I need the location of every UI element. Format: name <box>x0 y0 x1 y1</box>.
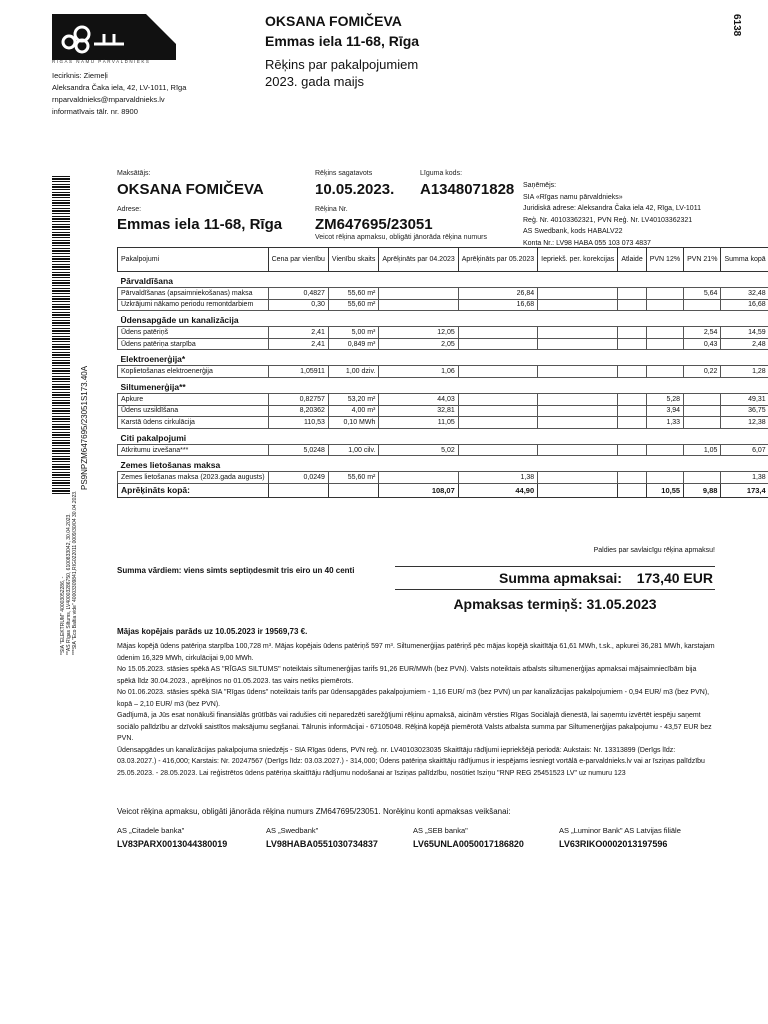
total-cell: Aprēķināts kopā: <box>118 483 269 497</box>
invoice-title: Rēķins par pakalpojumiem <box>265 57 419 72</box>
table-cell: 3,94 <box>646 405 683 417</box>
table-cell: 0,0249 <box>268 472 328 484</box>
table-cell: Karstā ūdens cirkulācija <box>118 417 269 429</box>
supplier-footnotes <box>60 491 78 655</box>
table-cell: 32,81 <box>379 405 458 417</box>
company-logo <box>52 14 176 60</box>
sum-in-words: Summa vārdiem: viens simts septiņdesmit tris eiro un 40 centi <box>117 566 355 575</box>
table-cell <box>538 327 618 339</box>
table-cell <box>618 288 646 300</box>
table-cell: 44,03 <box>379 393 458 405</box>
table-cell <box>538 417 618 429</box>
table-cell: 49,31 <box>721 393 768 405</box>
table-cell <box>646 327 683 339</box>
section-title: Siltumenerģija** <box>120 381 186 392</box>
col-header: Vienību skaits <box>328 248 378 272</box>
table-cell: 2,41 <box>268 327 328 339</box>
table-row <box>118 338 768 350</box>
col-header: Aprēķināts par 05.2023 <box>458 248 537 272</box>
table-cell <box>538 366 618 378</box>
table-cell <box>458 393 537 405</box>
section-title: Pārvaldīšana <box>120 276 173 286</box>
table-cell: 55,60 m² <box>328 288 378 300</box>
table-cell: 5,64 <box>684 288 721 300</box>
col-header: PVN 21% <box>684 248 721 272</box>
bank-iban: LV63RIKO0002013197596 <box>559 839 668 849</box>
receiver-line: Konta Nr.: LV98 HABA 055 103 073 4837 <box>523 239 651 247</box>
invoice-number: ZM647695/23051 <box>315 216 433 233</box>
info-paragraph: Mājas kopējā ūdens patēriņa starpība 100,728 m³. Mājas kopējais ūdens patēriņš 597 m³. Siltumenerģijas patēriņš pēc mājas kopējā skaitītāja 61,61 MWh, t.sk., apkurei 36,281 MWh, karstajam ūdenim 16,329 MWh, cirkulācijai 9,00 MWh. <box>117 643 715 662</box>
invoice-date-label: Rēķins sagatavots <box>315 170 373 177</box>
info-paragraph: No 15.05.2023. stāsies spēkā AS "RĪGAS SILTUMS" noteiktais siltumenerģijas tarifs 91,26 EUR/MWh (bez PVN). Valsts noteiktais atbalsts siltumenerģijas apmaksai mājsaimniecībām bija spēkā līdz 30.04.2023., aprēķinos no 01.05.2023. tas vairs netiks piemērots. <box>117 666 697 685</box>
total-cell: 108,07 <box>379 483 458 497</box>
table-cell <box>538 405 618 417</box>
table-cell <box>458 417 537 429</box>
footnote: *SIA "ELEKTRUM" 40003052286, - <box>60 576 66 655</box>
sender-phone: informatīvais tālr. nr. 8900 <box>52 107 138 116</box>
table-cell <box>538 338 618 350</box>
services-table <box>117 247 768 498</box>
col-header: Atlaide <box>618 248 646 272</box>
table-cell <box>458 338 537 350</box>
table-cell <box>538 393 618 405</box>
table-cell <box>618 444 646 456</box>
table-cell <box>646 366 683 378</box>
section-header <box>118 377 768 393</box>
table-cell: 55,60 m² <box>328 299 378 311</box>
info-paragraph: No 01.06.2023. stāsies spēkā SIA "Rīgas ūdens" noteiktais tarifs par ūdensapgādes pakalpojumiem - 1,16 EUR/ m3 (bez PVN) un par kanalizācijas pakalpojumiem - 0,94 EUR/ m3 (bez PVN), kopā – 2,10 EUR/ m3 (bez PVN). <box>117 689 710 708</box>
table-total-row <box>118 483 768 497</box>
footnote: ***SIA "Eco Baltia vide" 40003309841,RIG022011 0009/30/04 30.04.2023. <box>72 490 78 655</box>
table-cell: 1,05 <box>684 444 721 456</box>
table-cell: 6,07 <box>721 444 768 456</box>
amount-due-label: Summa apmaksai: <box>499 570 622 586</box>
receiver-line: Reģ. Nr. 40103362321, PVN Reģ. Nr. LV40103362321 <box>523 216 693 224</box>
table-cell <box>458 366 537 378</box>
table-cell: Ūdens uzsildīšana <box>118 405 269 417</box>
header-address: Emmas iela 11-68, Rīga <box>265 33 420 49</box>
table-cell <box>646 444 683 456</box>
table-cell: 32,48 <box>721 288 768 300</box>
barcode-text: PS9NPZM647695/23051S173.40A <box>80 365 89 490</box>
table-cell: Pārvaldīšanas (apsaimniekošanas) maksa <box>118 288 269 300</box>
section-title: Elektroenerģija* <box>120 354 186 365</box>
footnote: **AS Rīgas Siltums, LV40003286750, 6100833042, 30.04.2023. <box>66 513 72 655</box>
table-cell: 53,20 m² <box>328 393 378 405</box>
table-row <box>118 405 768 417</box>
amount-due-box <box>395 566 715 590</box>
table-cell <box>458 327 537 339</box>
table-cell <box>538 299 618 311</box>
total-cell: 10,55 <box>646 483 683 497</box>
info-text <box>117 641 715 779</box>
table-cell <box>618 405 646 417</box>
col-header: Summa kopā <box>721 248 768 272</box>
table-cell: 5,02 <box>379 444 458 456</box>
section-title: Zemes lietošanas maksa <box>120 460 221 471</box>
table-cell: 16,68 <box>458 299 537 311</box>
bank-name: AS „Swedbank" <box>266 826 319 835</box>
thanks-note: Paldies par savlaicīgu rēķina apmaksu! <box>593 547 715 554</box>
table-cell <box>538 288 618 300</box>
table-header-row <box>118 248 768 272</box>
table-cell <box>684 417 721 429</box>
bank-iban: LV65UNLA0050017186820 <box>413 839 524 849</box>
due-date: Apmaksas termiņš: 31.05.2023 <box>453 596 657 612</box>
table-cell: 1,05911 <box>268 366 328 378</box>
col-header: PVN 12% <box>646 248 683 272</box>
table-cell: 5,00 m³ <box>328 327 378 339</box>
table-row <box>118 393 768 405</box>
table-cell <box>646 288 683 300</box>
table-cell: 5,0248 <box>268 444 328 456</box>
table-row <box>118 288 768 300</box>
table-cell <box>618 417 646 429</box>
document-number: 6138 <box>731 14 742 37</box>
table-cell <box>646 299 683 311</box>
total-cell <box>618 483 646 497</box>
header-name: OKSANA FOMIČEVA <box>265 13 402 29</box>
table-cell: 2,54 <box>684 327 721 339</box>
table-cell: 8,20362 <box>268 405 328 417</box>
table-row <box>118 472 768 484</box>
sender-district: Iecirknis: Ziemeļi <box>52 71 108 80</box>
table-cell: 1,28 <box>721 366 768 378</box>
col-header: Aprēķināts par 04.2023 <box>379 248 458 272</box>
table-cell: 0,30 <box>268 299 328 311</box>
table-cell: 12,38 <box>721 417 768 429</box>
col-header: Iepriekš. per. korekcijas <box>538 248 618 272</box>
table-row <box>118 327 768 339</box>
total-cell: 173,4 <box>721 483 768 497</box>
invoice-number-note: Veicot rēķina apmaksu, obligāti jānorāda rēķina numurs <box>315 234 487 241</box>
payer-address: Emmas iela 11-68, Rīga <box>117 216 283 233</box>
info-paragraph: Gadījumā, ja Jūs esat nonākuši finansiālās grūtībās vai radušies citi neparedzēti sarežģījumi rēķinu apmaksā, aicinām vērsties Rīgas Sociālajā dienestā, lai saņemtu izvērtēt iespēju saņemt sociālo palīdzību ar dzīvokli saistītos maksājumu segšanai. Tālrunis informācijai - 67105048. Rēķinā kopējā piemērotā Valsts atbalsta summa par Siltumenerģijas pakalpojumu - 43,57 EUR bez PVN. <box>117 712 712 742</box>
table-cell: Koplietošanas elektroenerģija <box>118 366 269 378</box>
table-cell: 1,06 <box>379 366 458 378</box>
section-header <box>118 456 768 472</box>
table-cell: 1,33 <box>646 417 683 429</box>
table-cell: 0,22 <box>684 366 721 378</box>
total-cell <box>268 483 328 497</box>
total-cell: 44,90 <box>458 483 537 497</box>
table-cell: Ūdens patēriņš <box>118 327 269 339</box>
table-cell <box>684 405 721 417</box>
contract-label: Līguma kods: <box>420 170 463 177</box>
table-row <box>118 417 768 429</box>
table-cell: 36,75 <box>721 405 768 417</box>
sender-address: Aleksandra Čaka iela, 42, LV-1011, Rīga <box>52 83 187 92</box>
table-cell: Ūdens patēriņa starpība <box>118 338 269 350</box>
table-cell <box>379 299 458 311</box>
table-cell: 1,38 <box>721 472 768 484</box>
table-cell <box>618 366 646 378</box>
table-cell <box>684 299 721 311</box>
section-title: Citi pakalpojumi <box>120 432 187 443</box>
table-cell <box>379 288 458 300</box>
col-header: Cena par vienību <box>268 248 328 272</box>
bank-name: AS „Luminor Bank" AS Latvijas filiāle <box>559 826 681 835</box>
house-debt-title: Mājas kopējais parāds uz 10.05.2023 ir 19569,73 €. <box>117 627 308 636</box>
bank-iban: LV98HABA0551030734837 <box>266 839 378 849</box>
table-cell: 1,00 cilv. <box>328 444 378 456</box>
receiver-line: Saņēmējs: <box>523 182 557 189</box>
invoice-date: 10.05.2023. <box>315 181 395 198</box>
total-cell <box>328 483 378 497</box>
table-cell <box>618 299 646 311</box>
table-cell <box>618 393 646 405</box>
payer-name: OKSANA FOMIČEVA <box>117 181 264 198</box>
payment-note: Veicot rēķina apmaksu, obligāti jānorāda rēķina numurs ZM647695/23051. Norēķinu konti apmaksas veikšanai: <box>117 807 511 816</box>
table-cell: Uzkrājumi nākamo periodu remontdarbiem <box>118 299 269 311</box>
logo-caption: RĪGAS NAMU PĀRVALDNIEKS <box>52 59 151 64</box>
table-cell: 4,00 m³ <box>328 405 378 417</box>
receiver-info <box>523 180 701 250</box>
section-header <box>118 428 768 444</box>
payer-label: Maksātājs: <box>117 170 151 177</box>
invoice-number-label: Rēķina Nr. <box>315 206 348 213</box>
section-title: Ūdensapgāde un kanalizācija <box>120 315 239 326</box>
table-cell: 16,68 <box>721 299 768 311</box>
sender-info <box>52 70 186 118</box>
table-cell: 2,41 <box>268 338 328 350</box>
address-label: Adrese: <box>117 206 142 213</box>
table-cell: Apkure <box>118 393 269 405</box>
section-header <box>118 350 768 366</box>
table-cell: 2,48 <box>721 338 768 350</box>
table-row <box>118 444 768 456</box>
table-cell: 55,60 m² <box>328 472 378 484</box>
table-cell: 0,10 MWh <box>328 417 378 429</box>
table-cell <box>618 472 646 484</box>
total-cell <box>538 483 618 497</box>
contract-code: A1348071828 <box>420 181 515 198</box>
table-cell: 1,00 dziv. <box>328 366 378 378</box>
table-cell: 0,43 <box>684 338 721 350</box>
info-paragraph: Ūdensapgādes un kanalizācijas pakalpojuma sniedzējs - SIA Rīgas ūdens, PVN reģ. nr. LV40103023035 Skaitītāju rādījumi iepriekšējā periodā: Aukstais: Nr. 13313899 (Derīgs līdz: 03.03.2027.) - 416,000; Karstais: Nr. 20247567 (Derīgs līdz: 03.03.2027.) - 314,000; Ūdens patēriņa skaitītāju rādījumus ir iespējams iesniegt vortālā e-parvaldnieks.lv vai ar īsziņas palīdzību 25.05.2023. - 28.05.2023. Lai reģistrētos ūdens patēriņa skaitītāju rādījumu nodošanai ar īsziņas palīdzību, nosūtiet īsziņu "RNP REG 25451523 LV" uz numuru 123 <box>117 746 705 777</box>
col-header: Pakalpojumi <box>118 248 269 272</box>
table-row <box>118 299 768 311</box>
table-cell <box>458 444 537 456</box>
bank-iban: LV83PARX0013044380019 <box>117 839 228 849</box>
table-cell: 5,28 <box>646 393 683 405</box>
bank-name: AS „Citadele banka" <box>117 826 185 835</box>
section-header <box>118 272 768 288</box>
table-cell <box>684 393 721 405</box>
table-cell: 26,84 <box>458 288 537 300</box>
table-cell: 1,38 <box>458 472 537 484</box>
table-cell: 0,4827 <box>268 288 328 300</box>
table-row <box>118 366 768 378</box>
receiver-line: SIA «Rīgas namu pārvaldnieks» <box>523 193 623 201</box>
table-cell: Atkritumu izvešana*** <box>118 444 269 456</box>
table-cell <box>618 327 646 339</box>
table-cell: 12,05 <box>379 327 458 339</box>
table-cell: 110,53 <box>268 417 328 429</box>
table-cell: 11,05 <box>379 417 458 429</box>
logo-mark-icon <box>52 14 176 60</box>
receiver-line: Juridiskā adrese: Aleksandra Čaka iela 42, Rīga, LV-1011 <box>523 205 701 213</box>
payment-barcode <box>52 176 70 496</box>
table-cell: 2,05 <box>379 338 458 350</box>
table-cell <box>538 444 618 456</box>
table-cell: Zemes lietošanas maksa (2023.gada augusts) <box>118 472 269 484</box>
bank-name: AS „SEB banka" <box>413 826 468 835</box>
table-cell: 14,59 <box>721 327 768 339</box>
table-cell <box>646 472 683 484</box>
table-cell <box>684 472 721 484</box>
table-cell <box>618 338 646 350</box>
table-cell <box>538 472 618 484</box>
table-cell <box>379 472 458 484</box>
section-header <box>118 311 768 327</box>
table-cell <box>458 405 537 417</box>
table-cell <box>646 338 683 350</box>
sender-email: rnparvaldnieks@rnparvaldnieks.lv <box>52 95 165 104</box>
total-cell: 9,88 <box>684 483 721 497</box>
table-cell: 0,849 m³ <box>328 338 378 350</box>
table-cell: 0,82757 <box>268 393 328 405</box>
receiver-line: AS Swedbank, kods HABALV22 <box>523 228 623 236</box>
amount-due-value: 173,40 EUR <box>636 570 713 586</box>
invoice-period: 2023. gada maijs <box>265 74 365 89</box>
